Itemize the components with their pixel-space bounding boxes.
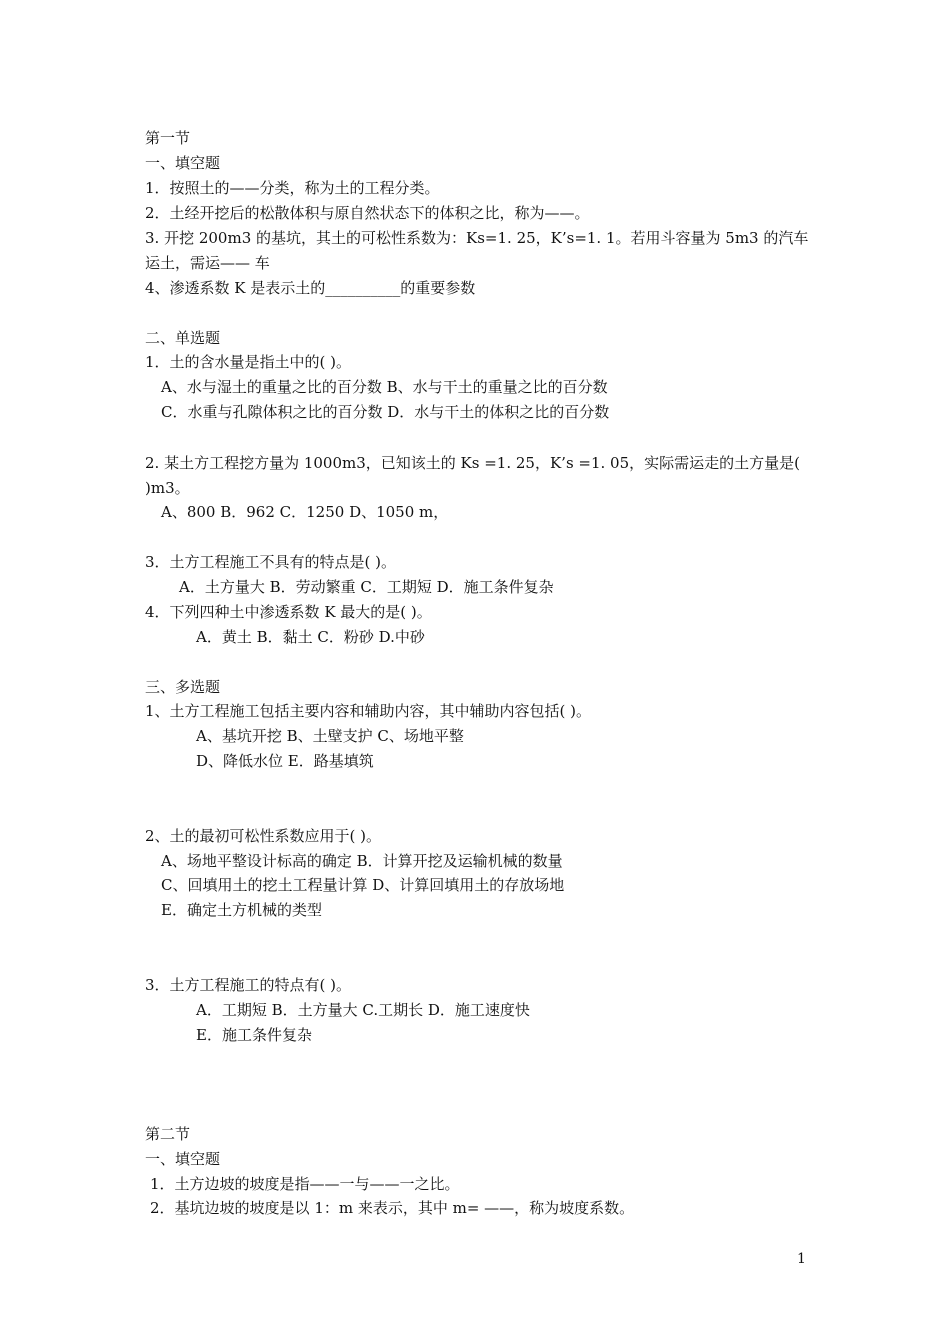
s1-multi-q1-options-de: D、降低水位 E．路基填筑 — [196, 752, 374, 770]
s1-single-q4: 4．下列四种土中渗透系数 K 最大的是( )。 — [145, 603, 432, 621]
section1-fill-heading: 一、填空题 — [145, 154, 221, 172]
section1-title: 第一节 — [145, 129, 191, 147]
section2-fill-heading: 一、填空题 — [145, 1150, 221, 1168]
s1-multi-q1-options-abc: A、基坑开挖 B、土壁支护 C、场地平整 — [196, 727, 464, 745]
s1-multi-q1: 1、土方工程施工包括主要内容和辅助内容，其中辅助内容包括( )。 — [145, 702, 592, 720]
s1-fill-q3-line1: 3. 开挖 200m3 的基坑，其土的可松性系数为：Ks=1. 25，K’s=1. 1。若用斗容量为 5m3 的汽车 — [145, 229, 809, 247]
s1-single-q2-line1: 2. 某土方工程挖方量为 1000m3，已知该土的 Ks =1. 25，K’s =1. 05，实际需运走的土方量是( — [145, 454, 800, 472]
s1-single-q1-options-cd: C．水重与孔隙体积之比的百分数 D．水与干土的体积之比的百分数 — [161, 403, 610, 421]
s1-multi-q3-options-e: E．施工条件复杂 — [196, 1026, 312, 1044]
s1-single-q2-line2: )m3。 — [145, 479, 190, 497]
s1-single-q3-options: A．土方量大 B．劳动繁重 C．工期短 D．施工条件复杂 — [179, 578, 554, 596]
s1-multi-q2: 2、土的最初可松性系数应用于( )。 — [145, 827, 382, 845]
section1-multi-heading: 三、多选题 — [145, 678, 221, 696]
s1-single-q2-options: A、800 B．962 C．1250 D、1050 m， — [161, 503, 449, 521]
s1-single-q1-options-ab: A、水与湿土的重量之比的百分数 B、水与干土的重量之比的百分数 — [161, 378, 608, 396]
s1-fill-q2: 2．土经开挖后的松散体积与原自然状态下的体积之比，称为——。 — [145, 204, 590, 222]
s1-single-q3: 3．土方工程施工不具有的特点是( )。 — [145, 553, 397, 571]
s1-single-q4-options: A．黄土 B．黏土 C．粉砂 D.中砂 — [196, 628, 425, 646]
s2-fill-q1: 1．土方边坡的坡度是指——一与——一之比。 — [150, 1175, 460, 1193]
s1-multi-q2-options-ab: A、场地平整设计标高的确定 B．计算开挖及运输机械的数量 — [161, 852, 563, 870]
s1-multi-q2-options-cd: C、回填用土的挖土工程量计算 D、计算回填用土的存放场地 — [161, 876, 565, 894]
section2-title: 第二节 — [145, 1125, 191, 1143]
s1-multi-q3: 3．土方工程施工的特点有( )。 — [145, 976, 352, 994]
s1-multi-q2-options-e: E．确定土方机械的类型 — [161, 901, 322, 919]
s2-fill-q2: 2．基坑边坡的坡度是以 1：m 来表示，其中 m= ——，称为坡度系数。 — [150, 1199, 635, 1217]
s1-fill-q1: 1．按照土的——分类，称为土的工程分类。 — [145, 179, 440, 197]
section1-single-heading: 二、单选题 — [145, 329, 221, 347]
s1-fill-q4: 4、渗透系数 K 是表示土的__________的重要参数 — [145, 279, 476, 297]
s1-fill-q3-line2: 运土，需运—— 车 — [145, 254, 270, 272]
page-number: 1 — [797, 1251, 806, 1267]
s1-single-q1: 1．土的含水量是指土中的( )。 — [145, 353, 352, 371]
s1-multi-q3-options-abcd: A．工期短 B．土方量大 C.工期长 D．施工速度快 — [196, 1001, 530, 1019]
